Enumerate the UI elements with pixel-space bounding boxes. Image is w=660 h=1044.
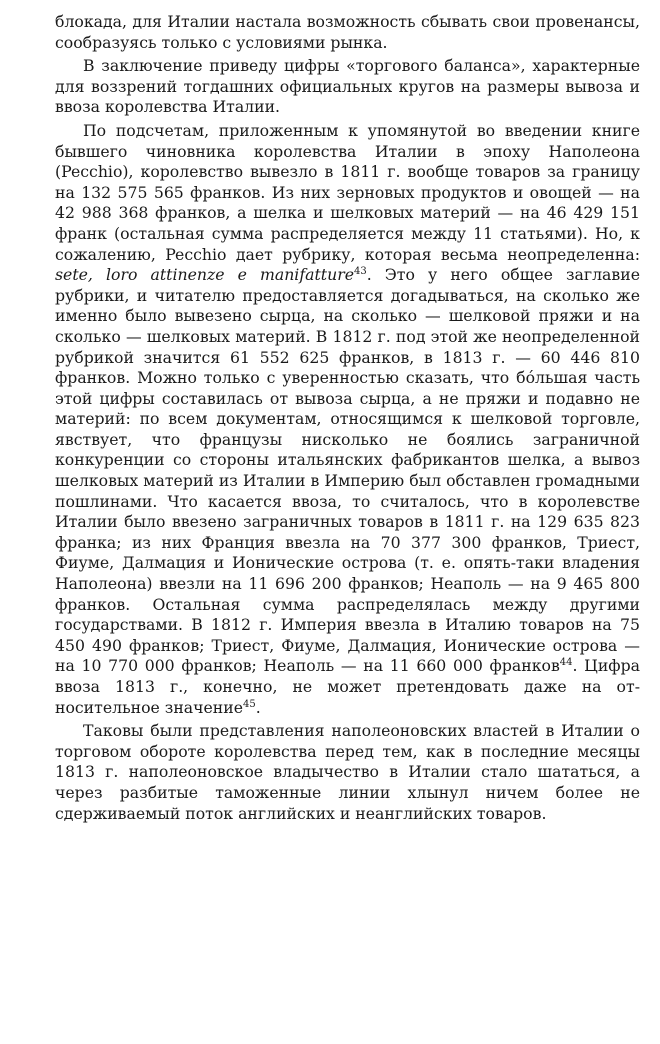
- body-text: [55, 12, 640, 827]
- text-run: . Цифра ввоза 1813 г., конечно, не может претендовать даже на относительное значение: [55, 656, 640, 717]
- paragraph: [55, 721, 640, 824]
- footnote-ref: 43: [353, 266, 367, 278]
- text-run: блокада, для Италии настала возможность сбывать свои провенансы, сообразуясь только с условиями рынка.: [55, 12, 640, 52]
- footnote-ref: 45: [243, 698, 256, 710]
- italic-phrase: sete, loro attinenze e manifatture: [55, 265, 354, 285]
- paragraph: [55, 121, 640, 718]
- paragraph: [55, 56, 640, 118]
- text-run: В заключение приведу цифры «торгового баланса», характерные для воззрений тогдашних официальных кругов на размеры вывоза и ввоза королевства Италии.: [55, 56, 640, 117]
- paragraph: [55, 12, 640, 53]
- text-run: Таковы были представления наполеоновских властей в Италии о торговом обороте королевства перед тем, как в последние месяцы 1813 г. наполеоновское владычество в Италии стало шататься, а через разбитые таможенные линии хлынул ничем более не сдерживаемый поток английских и неанглийских товаров.: [55, 721, 640, 823]
- text-run: .: [255, 697, 261, 717]
- footnote-ref: 44: [559, 657, 573, 669]
- text-run: . Это у него общее заглавие рубрики, и читателю предоставляется догадываться, на сколько же именно было вывезено сырца, на сколько — шелковой пряжи и на сколько — шелковых материй. В 1812 г. под этой же неопределенной рубрикой значится 61 552 625 франков, в 1813 г. — 60 446 810 франков. Можно только с уверенностью сказать, что бóльшая часть этой цифры составилась от вывоза сырца, а не пряжи и подавно не материй: по всем документам, относящимся к шелковой торговле, явствует, что французы нисколько не боялись заграничной конкуренции со стороны итальянских фабрикантов шелка, а вывоз шелковых материй из Италии в Империю был обставлен громадными пошлинами. Что касается ввоза, то считалось, что в королевстве Италии было ввезено заграничных товаров в 1811 г. на 129 635 823 франка; из них Франция ввезла на 70 377 300 франков, Триест, Фиуме, Далмация и Ионические острова (т. е. опять-таки владения Наполеона) ввезли на 11 696 200 франков; Неаполь — на 9 465 800 франков. Остальная сумма распределялась между другими государствами. В 1812 г. Империя ввезла в Италию товаров на 75 450 490 франков; Триест, Фиуме, Далмация, Ионические острова — на 10 770 000 франков; Неаполь — на 11 660 000 франков: [55, 265, 640, 676]
- text-run: По подсчетам, приложенным к упомянутой во введении книге бывшего чиновника королевства Италии в эпоху Наполеона (Pecchio), королевство вывезло в 1811 г. вообще товаров за границу на 132 575 565 франков. Из них зерновых продуктов и овощей — на 42 988 368 франков, а шелка и шелковых материй — на 46 429 151 франк (остальная сумма распределяется между 11 статьями). Но, к сожалению, Pecchio дает рубрику, которая весьма неопределенна:: [55, 120, 640, 264]
